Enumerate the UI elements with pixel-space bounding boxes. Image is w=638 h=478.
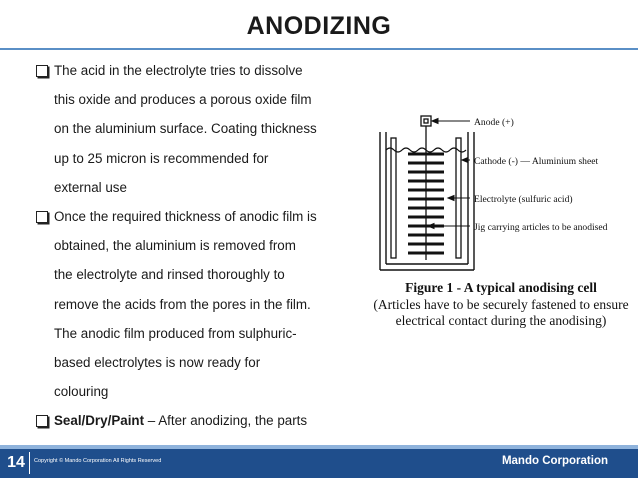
- anode-label: Anode (+): [474, 117, 514, 128]
- bullet-line: obtained, the aluminium is removed from: [54, 238, 296, 254]
- bullet-line: Once the required thickness of anodic film is: [54, 209, 317, 225]
- checkbox-bullet-icon: [36, 65, 48, 77]
- footer-divider: [29, 452, 30, 474]
- seal-rest-text: – After anodizing, the parts: [144, 413, 308, 429]
- bullet-line: on the aluminium surface. Coating thickness: [54, 121, 317, 137]
- bullet-line: external use: [54, 179, 127, 195]
- figure-caption-line: (Articles have to be securely fastened to ensure: [373, 296, 629, 312]
- anodising-cell-diagram: [378, 110, 628, 275]
- figure-caption-title: Figure 1 - A typical anodising cell: [405, 280, 597, 295]
- bullet-line: remove the acids from the pores in the film.: [54, 296, 311, 312]
- cathode-label: Cathode (-) — Aluminium sheet: [474, 156, 599, 167]
- copyright-text: Copyright © Mando Corporation All Rights Reserved: [34, 458, 162, 464]
- slide-title: ANODIZING: [246, 12, 392, 40]
- jig: [421, 116, 431, 260]
- bullet-line-seal: [54, 406, 356, 435]
- bullet-line: this oxide and produces a porous oxide film: [54, 92, 312, 108]
- bullet-list: [36, 56, 356, 465]
- bullet-line: the electrolyte and rinsed thoroughly to: [54, 267, 285, 283]
- bullet-item-thickness: [36, 202, 356, 406]
- bullet-item-acid: [36, 56, 356, 202]
- checkbox-bullet-icon: [36, 211, 48, 223]
- electrolyte-label: Electrolyte (sulfuric acid): [474, 194, 573, 205]
- checkbox-bullet-icon: [36, 415, 48, 427]
- page-number: 14: [7, 454, 25, 471]
- bullet-line: colouring: [54, 384, 109, 400]
- brand-logo-text: Mando Corporation: [501, 455, 608, 467]
- seal-dry-paint-term: Seal/Dry/Paint: [54, 413, 145, 429]
- title-divider: [0, 48, 638, 50]
- bullet-line: up to 25 micron is recommended for: [54, 150, 269, 166]
- figure-caption: [370, 280, 632, 330]
- jig-label: Jig carrying articles to be anodised: [474, 222, 608, 233]
- bullet-line: The acid in the electrolyte tries to dissolve: [54, 63, 303, 78]
- bullet-line: based electrolytes is now ready for: [54, 355, 261, 371]
- bullet-line: The anodic film produced from sulphuric-: [54, 325, 297, 341]
- figure-caption-line: electrical contact during the anodising): [395, 313, 607, 328]
